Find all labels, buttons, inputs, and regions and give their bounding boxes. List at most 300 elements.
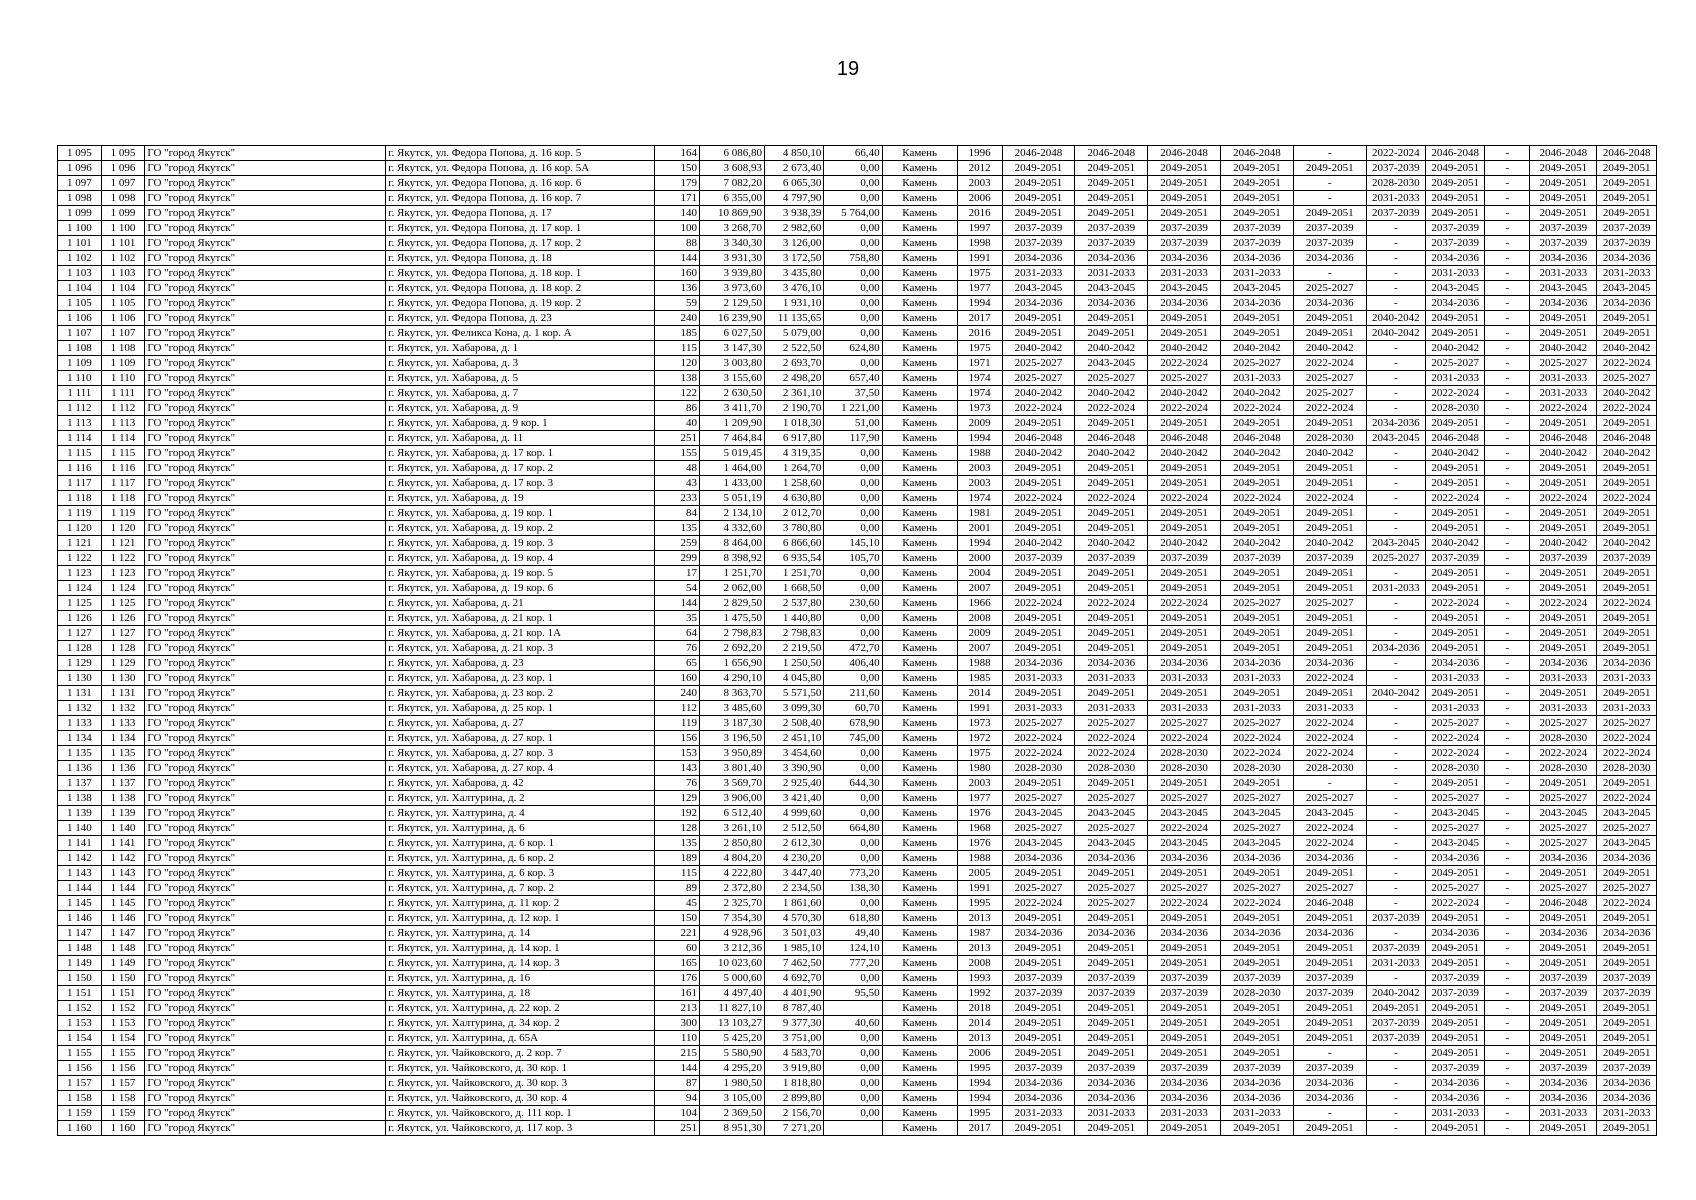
cell-wall-material: Камень [882,281,957,296]
cell-year: 1998 [957,236,1002,251]
cell-period: 2049-2051 [1002,326,1075,341]
cell-number: 1 114 [58,431,102,446]
cell-period: - [1485,791,1530,806]
cell-period: 2028-2030 [1530,731,1597,746]
cell-period: - [1485,491,1530,506]
cell-id: 1 097 [101,176,145,191]
cell-period: 2049-2051 [1530,566,1597,581]
table-row [58,746,1657,761]
cell-address: г. Якутск, ул. Халтурина, д. 14 [386,926,655,941]
cell-count: 115 [655,866,700,881]
cell-period: 2037-2039 [1366,911,1425,926]
cell-period: - [1366,821,1425,836]
cell-id: 1 124 [101,581,145,596]
cell-period: - [1485,206,1530,221]
cell-period: 2049-2051 [1221,956,1294,971]
cell-period: 2049-2051 [1148,176,1221,191]
cell-period: 2049-2051 [1530,866,1597,881]
cell-area-living: 3 172,50 [765,251,824,266]
cell-number: 1 140 [58,821,102,836]
cell-address: г. Якутск, ул. Хабарова, д. 21 кор. 1 [386,611,655,626]
cell-period: 2049-2051 [1148,476,1221,491]
cell-area-total: 10 869,90 [700,206,765,221]
cell-area-living: 3 099,30 [765,701,824,716]
cell-period: 2034-2036 [1530,1076,1597,1091]
cell-area-nonliving: 51,00 [824,416,882,431]
cell-period: 2028-2030 [1293,761,1366,776]
cell-period: 2049-2051 [1075,1046,1148,1061]
cell-address: г. Якутск, ул. Халтурина, д. 6 кор. 3 [386,866,655,881]
cell-period: 2031-2033 [1530,386,1597,401]
cell-period: - [1366,851,1425,866]
cell-wall-material: Камень [882,626,957,641]
cell-period: 2034-2036 [1075,656,1148,671]
cell-period: 2034-2036 [1002,926,1075,941]
cell-area-total: 4 928,96 [700,926,765,941]
cell-period: - [1485,266,1530,281]
cell-period: - [1485,686,1530,701]
cell-period: - [1366,731,1425,746]
cell-id: 1 142 [101,851,145,866]
table-row [58,866,1657,881]
cell-area-total: 4 290,10 [700,671,765,686]
cell-address: г. Якутск, ул. Халтурина, д. 11 кор. 2 [386,896,655,911]
cell-count: 251 [655,431,700,446]
cell-area-total: 3 196,50 [700,731,765,746]
cell-area-living: 2 190,70 [765,401,824,416]
cell-period: 2037-2039 [1002,1061,1075,1076]
cell-year: 2006 [957,1046,1002,1061]
cell-period: 2040-2042 [1075,341,1148,356]
cell-area-living: 3 390,90 [765,761,824,776]
cell-period: 2037-2039 [1293,986,1366,1001]
cell-address: г. Якутск, ул. Чайковского, д. 30 кор. 1 [386,1061,655,1076]
cell-period: 2031-2033 [1426,701,1485,716]
cell-period: 2025-2027 [1075,371,1148,386]
cell-period: - [1366,356,1425,371]
cell-period: 2025-2027 [1002,821,1075,836]
cell-period: - [1485,446,1530,461]
cell-period: - [1485,941,1530,956]
cell-area-nonliving: 117,90 [824,431,882,446]
cell-address: г. Якутск, ул. Хабарова, д. 42 [386,776,655,791]
cell-year: 2000 [957,551,1002,566]
cell-period: 2022-2024 [1075,401,1148,416]
cell-period: 2049-2051 [1148,566,1221,581]
cell-count: 54 [655,581,700,596]
cell-area-nonliving: 105,70 [824,551,882,566]
cell-period: 2049-2051 [1426,176,1485,191]
cell-period: - [1293,1046,1366,1061]
cell-address: г. Якутск, ул. Федора Попова, д. 17 [386,206,655,221]
cell-period: 2046-2048 [1002,431,1075,446]
cell-period: 2049-2051 [1221,911,1294,926]
cell-period: 2040-2042 [1221,341,1294,356]
cell-address: г. Якутск, ул. Хабарова, д. 21 кор. 1А [386,626,655,641]
cell-area-total: 2 325,70 [700,896,765,911]
cell-period: 2040-2042 [1148,341,1221,356]
cell-wall-material: Камень [882,431,957,446]
cell-period: 2025-2027 [1597,716,1657,731]
cell-wall-material: Камень [882,581,957,596]
cell-period: 2049-2051 [1426,461,1485,476]
cell-owner: ГО "город Якутск" [145,176,386,191]
cell-year: 2003 [957,176,1002,191]
cell-owner: ГО "город Якутск" [145,1031,386,1046]
cell-period: 2025-2027 [1148,371,1221,386]
cell-period: 2025-2027 [1530,836,1597,851]
cell-address: г. Якутск, ул. Хабарова, д. 3 [386,356,655,371]
cell-period: - [1366,701,1425,716]
cell-period: 2049-2051 [1075,1121,1148,1136]
cell-period: 2049-2051 [1002,416,1075,431]
cell-period: - [1366,881,1425,896]
cell-address: г. Якутск, ул. Халтурина, д. 6 кор. 1 [386,836,655,851]
cell-id: 1 123 [101,566,145,581]
cell-period: 2049-2051 [1075,581,1148,596]
cell-address: г. Якутск, ул. Хабарова, д. 19 кор. 6 [386,581,655,596]
cell-period: - [1366,776,1425,791]
cell-period: 2028-2030 [1148,746,1221,761]
cell-period: 2034-2036 [1293,1076,1366,1091]
cell-wall-material: Камень [882,701,957,716]
cell-period: 2049-2051 [1221,1121,1294,1136]
cell-period: 2049-2051 [1002,686,1075,701]
cell-period: - [1485,326,1530,341]
cell-address: г. Якутск, ул. Чайковского, д. 2 кор. 7 [386,1046,655,1061]
cell-area-living: 2 156,70 [765,1106,824,1121]
cell-wall-material: Камень [882,371,957,386]
table-row [58,356,1657,371]
table-row [58,551,1657,566]
cell-period: 2049-2051 [1293,566,1366,581]
cell-period: - [1366,866,1425,881]
cell-period: 2049-2051 [1426,191,1485,206]
cell-area-total: 2 134,10 [700,506,765,521]
cell-owner: ГО "город Якутск" [145,701,386,716]
cell-area-total: 4 332,60 [700,521,765,536]
cell-period: 2031-2033 [1148,701,1221,716]
cell-period: 2049-2051 [1221,476,1294,491]
cell-wall-material: Камень [882,1001,957,1016]
cell-area-nonliving: 49,40 [824,926,882,941]
cell-owner: ГО "город Якутск" [145,431,386,446]
cell-period: 2040-2042 [1366,686,1425,701]
cell-period: 2034-2036 [1293,251,1366,266]
cell-address: г. Якутск, ул. Хабарова, д. 19 кор. 5 [386,566,655,581]
cell-period: 2031-2033 [1002,701,1075,716]
cell-period: 2040-2042 [1221,386,1294,401]
cell-area-total: 5 051,19 [700,491,765,506]
cell-year: 1975 [957,746,1002,761]
cell-area-total: 1 251,70 [700,566,765,581]
cell-period: 2031-2033 [1075,1106,1148,1121]
cell-period: 2037-2039 [1597,221,1657,236]
table-row [58,221,1657,236]
cell-id: 1 160 [101,1121,145,1136]
cell-area-total: 2 630,50 [700,386,765,401]
cell-count: 150 [655,161,700,176]
cell-period: 2046-2048 [1075,146,1148,161]
cell-period: 2049-2051 [1221,626,1294,641]
cell-wall-material: Камень [882,1106,957,1121]
cell-area-living: 3 938,39 [765,206,824,221]
cell-owner: ГО "город Якутск" [145,971,386,986]
cell-period: 2040-2042 [1002,446,1075,461]
cell-period: - [1366,716,1425,731]
cell-period: - [1366,806,1425,821]
cell-area-nonliving: 406,40 [824,656,882,671]
table-row [58,521,1657,536]
cell-count: 45 [655,896,700,911]
cell-period: 2049-2051 [1426,1001,1485,1016]
cell-id: 1 128 [101,641,145,656]
cell-period: 2034-2036 [1597,926,1657,941]
cell-year: 1993 [957,971,1002,986]
cell-area-nonliving: 0,00 [824,851,882,866]
cell-number: 1 096 [58,161,102,176]
cell-address: г. Якутск, ул. Хабарова, д. 27 [386,716,655,731]
cell-period: 2049-2051 [1426,776,1485,791]
cell-period: 2049-2051 [1597,626,1657,641]
cell-period: 2049-2051 [1002,866,1075,881]
cell-period: 2025-2027 [1597,371,1657,386]
cell-period: 2040-2042 [1002,536,1075,551]
cell-area-living: 5 079,00 [765,326,824,341]
cell-period: 2049-2051 [1075,416,1148,431]
cell-period: 2049-2051 [1426,581,1485,596]
cell-area-nonliving: 0,00 [824,461,882,476]
cell-address: г. Якутск, ул. Чайковского, д. 30 кор. 3 [386,1076,655,1091]
cell-address: г. Якутск, ул. Хабарова, д. 1 [386,341,655,356]
cell-period: 2022-2024 [1002,731,1075,746]
cell-year: 1987 [957,926,1002,941]
cell-period: 2043-2045 [1597,806,1657,821]
cell-period: 2025-2027 [1530,821,1597,836]
cell-wall-material: Камень [882,1016,957,1031]
cell-address: г. Якутск, ул. Хабарова, д. 21 [386,596,655,611]
cell-period: - [1485,371,1530,386]
cell-period: 2022-2024 [1293,821,1366,836]
cell-period: 2040-2042 [1366,986,1425,1001]
cell-period: 2049-2051 [1530,326,1597,341]
cell-wall-material: Камень [882,1121,957,1136]
cell-owner: ГО "город Якутск" [145,716,386,731]
cell-period: 2034-2036 [1530,926,1597,941]
cell-area-living: 1 264,70 [765,461,824,476]
cell-period: 2022-2024 [1148,356,1221,371]
cell-wall-material: Камень [882,386,957,401]
cell-period: 2031-2033 [1002,671,1075,686]
table-row [58,446,1657,461]
cell-owner: ГО "город Якутск" [145,626,386,641]
cell-period: - [1485,1016,1530,1031]
table-row [58,146,1657,161]
table-row [58,941,1657,956]
cell-area-nonliving [824,1121,882,1136]
cell-period: 2049-2051 [1426,1121,1485,1136]
cell-area-total: 6 086,80 [700,146,765,161]
cell-period: 2049-2051 [1221,566,1294,581]
cell-period: 2022-2024 [1426,491,1485,506]
table-row [58,671,1657,686]
cell-period: 2043-2045 [1426,836,1485,851]
cell-area-living: 9 377,30 [765,1016,824,1031]
cell-area-total: 3 147,30 [700,341,765,356]
cell-period: 2046-2048 [1426,146,1485,161]
cell-period: 2049-2051 [1075,521,1148,536]
cell-period: 2049-2051 [1002,191,1075,206]
cell-area-total: 5 425,20 [700,1031,765,1046]
cell-period: 2037-2039 [1597,1061,1657,1076]
cell-area-total: 3 608,93 [700,161,765,176]
cell-count: 129 [655,791,700,806]
cell-period: 2046-2048 [1530,146,1597,161]
cell-period: 2049-2051 [1366,1001,1425,1016]
cell-period: 2049-2051 [1221,416,1294,431]
cell-period: 2049-2051 [1293,476,1366,491]
cell-period: - [1485,731,1530,746]
table-row [58,1001,1657,1016]
cell-owner: ГО "город Якутск" [145,671,386,686]
cell-period: 2049-2051 [1075,1001,1148,1016]
cell-id: 1 125 [101,596,145,611]
cell-period: 2037-2039 [1148,971,1221,986]
cell-address: г. Якутск, ул. Халтурина, д. 6 [386,821,655,836]
cell-period: 2049-2051 [1293,956,1366,971]
cell-number: 1 143 [58,866,102,881]
cell-period: - [1366,371,1425,386]
cell-address: г. Якутск, ул. Халтурина, д. 2 [386,791,655,806]
cell-count: 43 [655,476,700,491]
cell-period: 2049-2051 [1221,161,1294,176]
cell-period: 2034-2036 [1148,851,1221,866]
cell-number: 1 133 [58,716,102,731]
cell-period: 2049-2051 [1426,521,1485,536]
cell-period: - [1366,566,1425,581]
cell-year: 1974 [957,371,1002,386]
cell-period: 2049-2051 [1002,956,1075,971]
table-row [58,836,1657,851]
cell-period: 2034-2036 [1075,926,1148,941]
table-row [58,986,1657,1001]
cell-count: 88 [655,236,700,251]
cell-period: 2028-2030 [1426,761,1485,776]
cell-number: 1 119 [58,506,102,521]
cell-period: 2049-2051 [1075,476,1148,491]
cell-period: 2049-2051 [1002,776,1075,791]
cell-period: 2034-2036 [1148,1076,1221,1091]
cell-area-nonliving: 0,00 [824,761,882,776]
cell-owner: ГО "город Якутск" [145,896,386,911]
cell-period: 2034-2036 [1426,1076,1485,1091]
cell-period: 2049-2051 [1597,311,1657,326]
cell-period: - [1366,401,1425,416]
cell-area-living: 3 780,80 [765,521,824,536]
cell-year: 1995 [957,1061,1002,1076]
cell-period: - [1485,1001,1530,1016]
cell-period: - [1485,881,1530,896]
cell-owner: ГО "город Якутск" [145,416,386,431]
cell-period: - [1485,311,1530,326]
cell-area-nonliving: 0,00 [824,356,882,371]
cell-address: г. Якутск, ул. Халтурина, д. 14 кор. 1 [386,941,655,956]
cell-wall-material: Камень [882,761,957,776]
cell-period: 2040-2042 [1148,446,1221,461]
cell-period: 2037-2039 [1075,971,1148,986]
cell-area-living: 1 985,10 [765,941,824,956]
cell-period: 2049-2051 [1293,1031,1366,1046]
cell-area-living: 7 271,20 [765,1121,824,1136]
cell-period: 2040-2042 [1293,341,1366,356]
cell-period: 2049-2051 [1426,911,1485,926]
cell-period: 2037-2039 [1293,971,1366,986]
cell-period: 2034-2036 [1530,1091,1597,1106]
cell-year: 2017 [957,311,1002,326]
cell-period: 2049-2051 [1221,311,1294,326]
cell-period: 2040-2042 [1597,536,1657,551]
cell-period: 2049-2051 [1075,461,1148,476]
cell-id: 1 137 [101,776,145,791]
cell-period: 2034-2036 [1148,1091,1221,1106]
cell-period: - [1366,671,1425,686]
cell-area-nonliving: 0,00 [824,1061,882,1076]
cell-count: 17 [655,566,700,581]
cell-period: 2049-2051 [1293,506,1366,521]
cell-period: 2049-2051 [1597,686,1657,701]
cell-wall-material: Камень [882,1076,957,1091]
cell-period: 2037-2039 [1148,221,1221,236]
cell-period: - [1485,611,1530,626]
cell-period: 2049-2051 [1597,476,1657,491]
cell-number: 1 150 [58,971,102,986]
cell-wall-material: Камень [882,776,957,791]
cell-year: 2006 [957,191,1002,206]
cell-period: 2037-2039 [1075,1061,1148,1076]
cell-period: 2034-2036 [1148,926,1221,941]
cell-period: 2049-2051 [1221,941,1294,956]
cell-year: 2016 [957,206,1002,221]
cell-period: 2037-2039 [1075,236,1148,251]
cell-count: 115 [655,341,700,356]
cell-period: 2034-2036 [1002,656,1075,671]
cell-area-total: 2 798,83 [700,626,765,641]
cell-period: 2049-2051 [1075,641,1148,656]
cell-period: - [1485,341,1530,356]
cell-id: 1 147 [101,926,145,941]
cell-area-living: 1 861,60 [765,896,824,911]
cell-period: 2049-2051 [1426,476,1485,491]
cell-area-total: 3 003,80 [700,356,765,371]
cell-area-living: 2 925,40 [765,776,824,791]
cell-year: 1991 [957,251,1002,266]
cell-owner: ГО "город Якутск" [145,506,386,521]
cell-period: 2049-2051 [1075,1016,1148,1031]
cell-period: 2049-2051 [1002,161,1075,176]
cell-period: 2025-2027 [1002,881,1075,896]
cell-year: 2014 [957,1016,1002,1031]
cell-period: 2049-2051 [1597,206,1657,221]
cell-period: 2040-2042 [1148,536,1221,551]
cell-period: 2049-2051 [1597,956,1657,971]
cell-area-nonliving: 0,00 [824,296,882,311]
table-row [58,461,1657,476]
cell-period: - [1485,716,1530,731]
cell-period: 2031-2033 [1530,671,1597,686]
cell-id: 1 156 [101,1061,145,1076]
cell-owner: ГО "город Якутск" [145,476,386,491]
cell-count: 144 [655,596,700,611]
